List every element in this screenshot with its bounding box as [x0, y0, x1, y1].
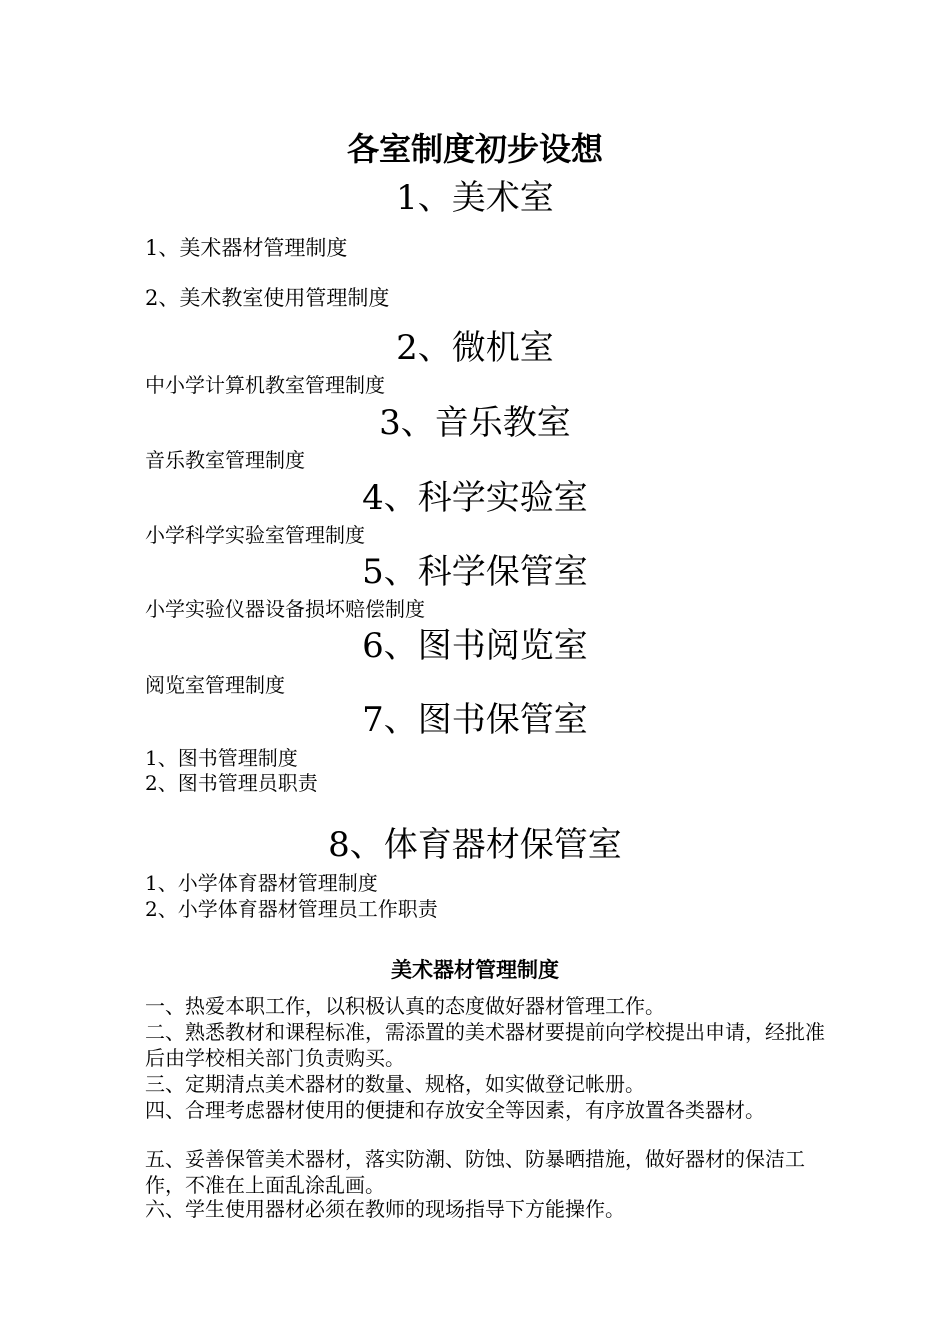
regulation-paragraph: 一、热爱本职工作，以积极认真的态度做好器材管理工作。 [145, 994, 665, 1018]
document-title: 各室制度初步设想 [346, 130, 603, 168]
list-item: 小学科学实验室管理制度 [145, 523, 365, 547]
regulation-paragraph: 三、定期清点美术器材的数量、规格，如实做登记帐册。 [145, 1072, 645, 1096]
section-heading-library-storage: 7、图书保管室 [362, 700, 588, 740]
section-heading-reading-room: 6、图书阅览室 [362, 626, 588, 666]
regulation-paragraph: 五、妥善保管美术器材，落实防潮、防蚀、防暴晒措施，做好器材的保洁工作，不准在上面乱涂乱画。 [145, 1147, 805, 1197]
section-heading-art-room: 1、美术室 [396, 178, 554, 218]
section-heading-science-storage: 5、科学保管室 [362, 552, 588, 592]
section-heading-sports-storage: 8、体育器材保管室 [328, 825, 622, 865]
list-item: 1、图书管理制度 [145, 746, 298, 770]
regulation-title: 美术器材管理制度 [391, 957, 559, 982]
section-heading-music-room: 3、音乐教室 [379, 403, 571, 443]
regulation-paragraph: 二、熟悉教材和课程标准，需添置的美术器材要提前向学校提出申请，经批准后由学校相关部门负责购买。 [145, 1020, 825, 1070]
regulation-paragraph: 四、合理考虑器材使用的便捷和存放安全等因素，有序放置各类器材。 [145, 1098, 765, 1122]
list-item: 阅览室管理制度 [145, 673, 285, 697]
regulation-paragraph: 六、学生使用器材必须在教师的现场指导下方能操作。 [145, 1197, 625, 1221]
list-item: 1、美术器材管理制度 [145, 236, 348, 260]
list-item: 2、小学体育器材管理员工作职责 [145, 897, 438, 921]
list-item: 2、美术教室使用管理制度 [145, 286, 390, 310]
list-item: 音乐教室管理制度 [145, 448, 305, 472]
list-item: 2、图书管理员职责 [145, 771, 318, 795]
list-item: 1、小学体育器材管理制度 [145, 871, 378, 895]
section-heading-computer-room: 2、微机室 [396, 328, 554, 368]
list-item: 小学实验仪器设备损坏赔偿制度 [145, 597, 425, 621]
section-heading-science-lab: 4、科学实验室 [362, 478, 588, 518]
list-item: 中小学计算机教室管理制度 [145, 373, 385, 397]
